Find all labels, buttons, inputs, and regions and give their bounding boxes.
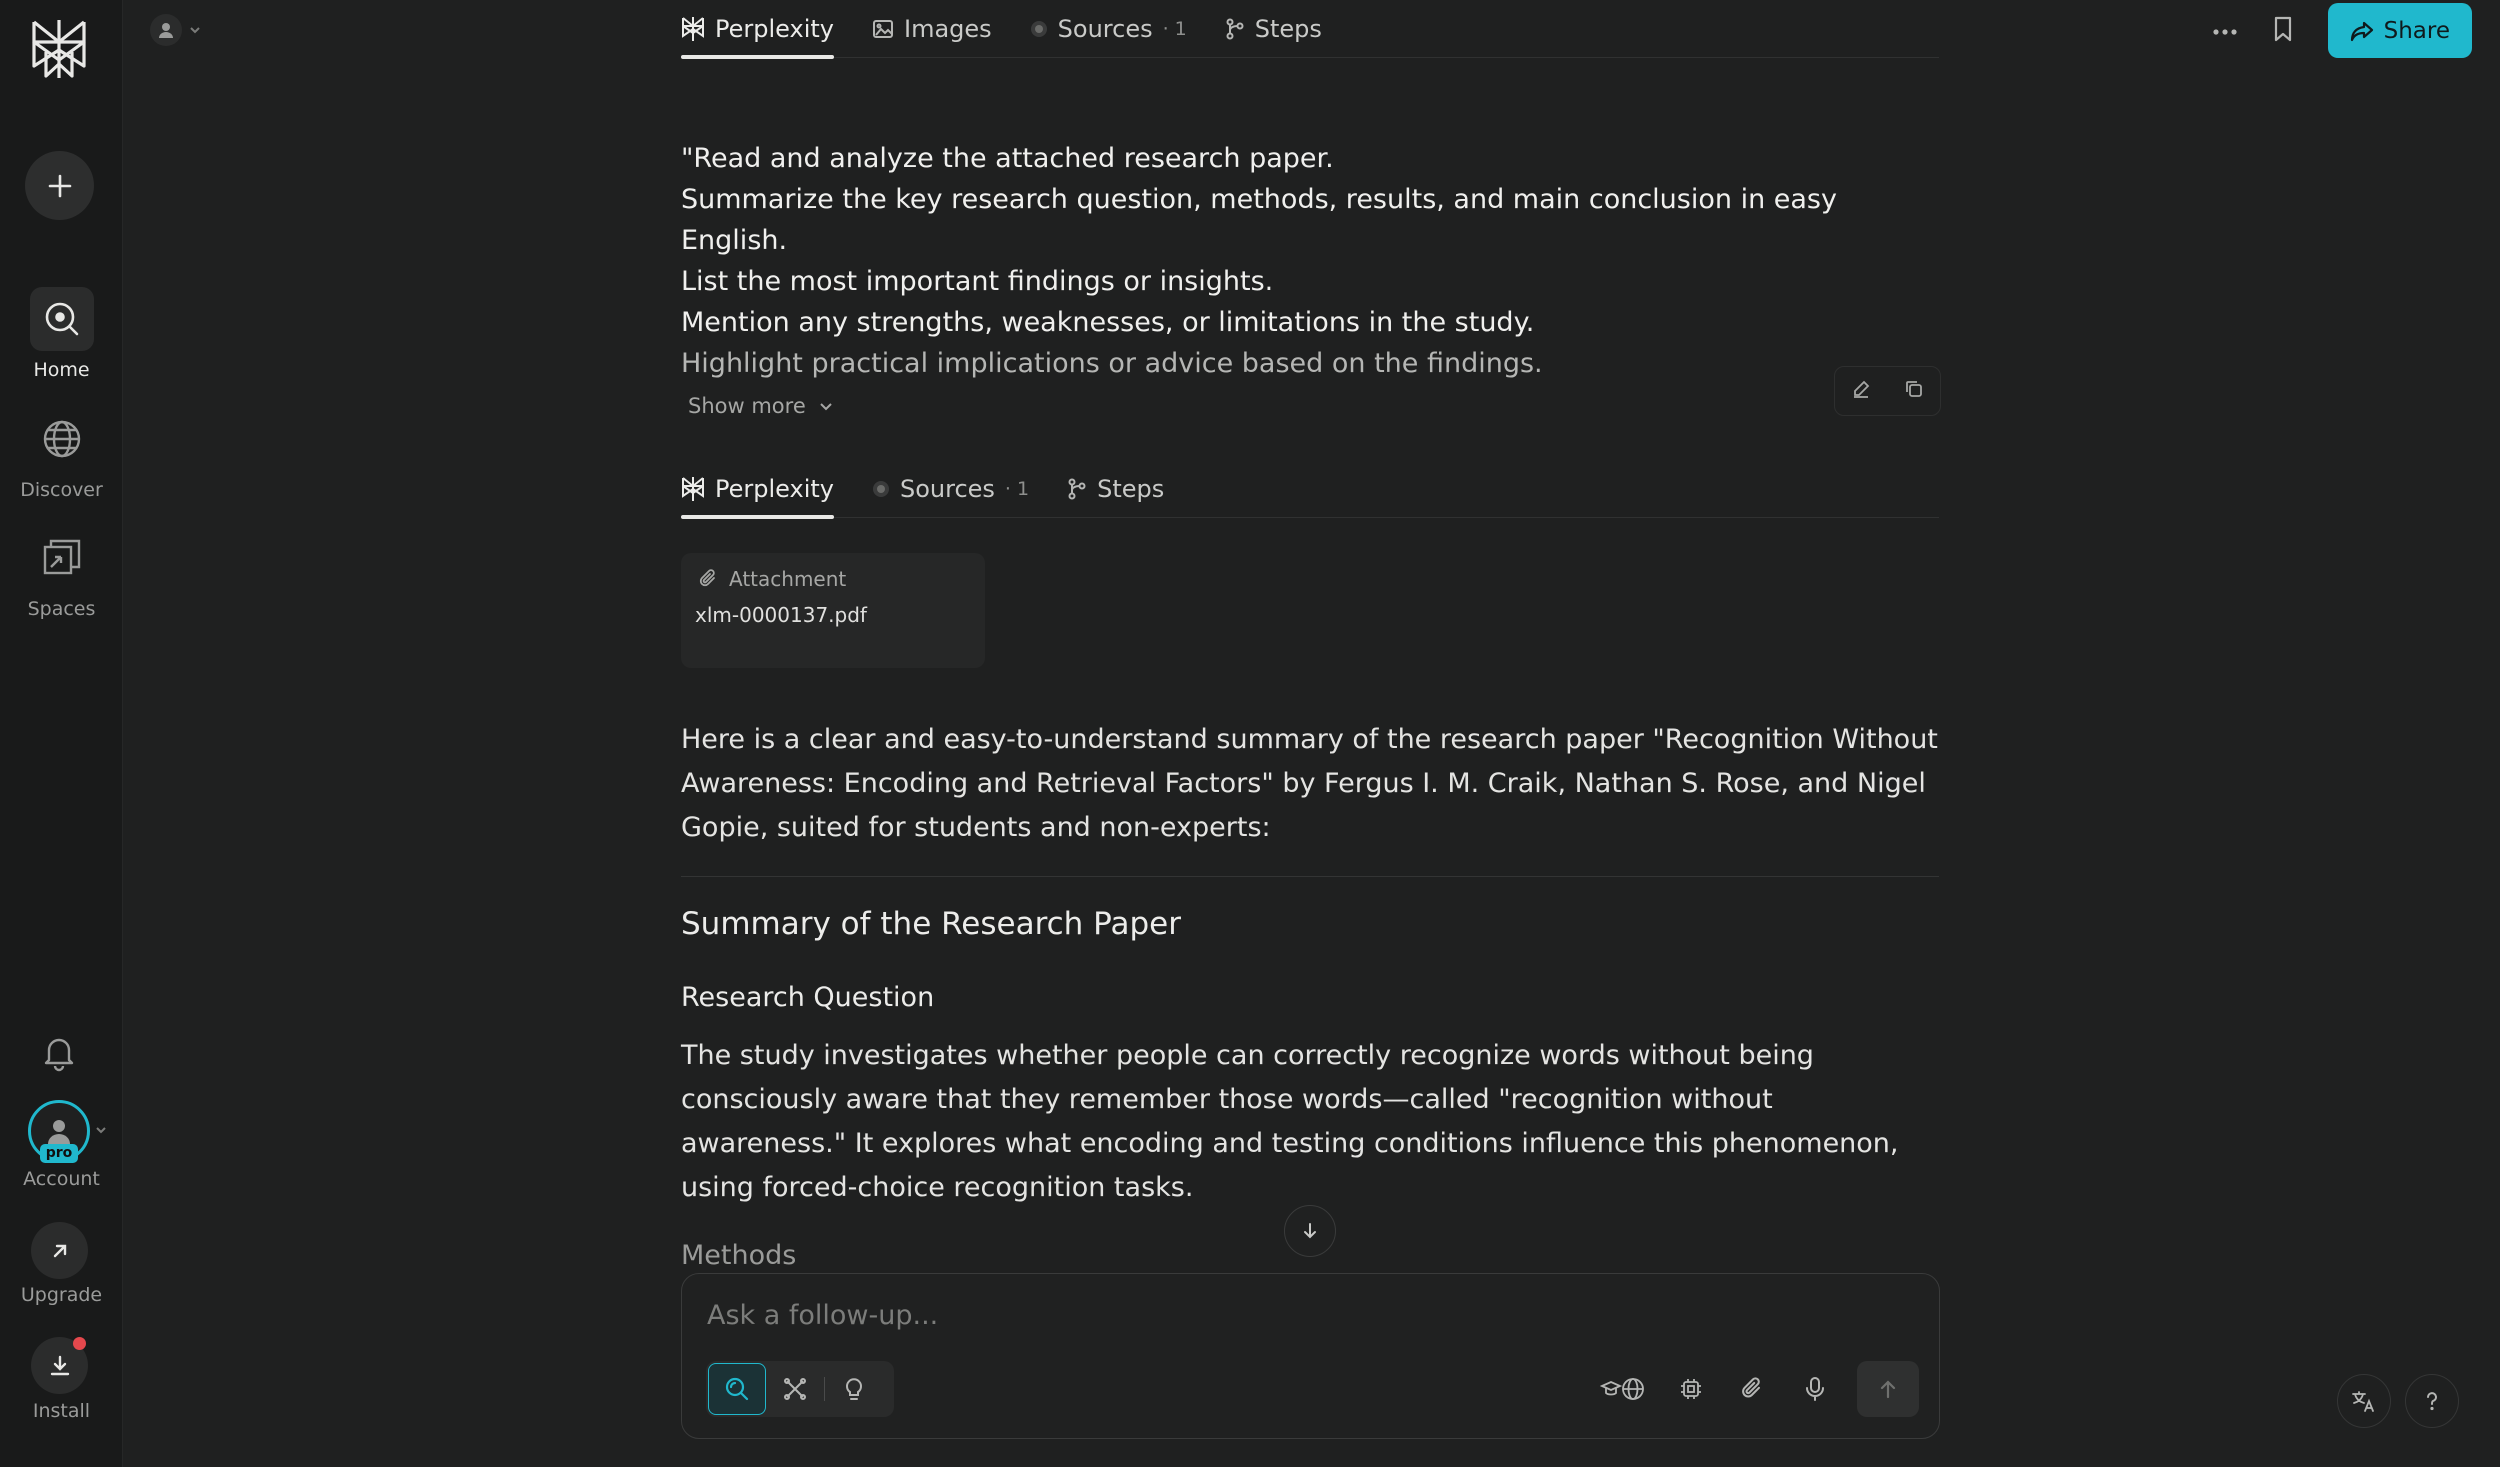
- upgrade-button[interactable]: [31, 1222, 88, 1279]
- query-line-faded: Highlight practical implications or advice based on the findings.: [681, 348, 1543, 379]
- query-line: List the most important findings or insights.: [681, 266, 1274, 297]
- notifications-bell-icon[interactable]: [39, 1032, 79, 1076]
- follow-up-composer: [681, 1273, 1940, 1439]
- user-query: [681, 138, 1851, 384]
- globe-icon: [30, 407, 94, 471]
- answer-tabs: [681, 460, 1939, 518]
- perplexity-icon: [681, 16, 705, 42]
- upgrade-label: Upgrade: [20, 1284, 103, 1306]
- tab-steps[interactable]: [1067, 460, 1164, 517]
- arrow-down-icon: [1300, 1221, 1320, 1241]
- chevron-down-icon[interactable]: [94, 1122, 108, 1141]
- translate-icon: [2351, 1389, 2377, 1413]
- research-mode-button[interactable]: [766, 1363, 824, 1415]
- section-heading-methods: Methods: [681, 1240, 797, 1271]
- academic-globe-icon: [1600, 1377, 1646, 1401]
- arrow-up-right-icon: [49, 1240, 71, 1262]
- language-button[interactable]: [2337, 1374, 2391, 1428]
- tab-perplexity[interactable]: [681, 0, 834, 57]
- edit-icon[interactable]: [1851, 379, 1871, 403]
- sidebar-item-spaces[interactable]: [0, 526, 123, 620]
- sidebar-item-label: Discover: [20, 479, 103, 501]
- tab-sources[interactable]: [1030, 0, 1187, 57]
- sources-icon: [1030, 20, 1048, 38]
- tab-label: Steps: [1097, 474, 1165, 503]
- research-icon: [783, 1377, 807, 1401]
- section-paragraph: The study investigates whether people can correctly recognize words without being consciously aware that they remember those words—called "recognition without awareness." It explores what encoding and testing conditions influence this phenomenon, using forced-choice recognition tasks.: [681, 1040, 1899, 1203]
- install-label: Install: [32, 1400, 91, 1422]
- search-mode-button[interactable]: [708, 1363, 766, 1415]
- chevron-down-icon: [188, 23, 202, 37]
- paperclip-icon: [699, 569, 719, 589]
- pro-badge: pro: [40, 1144, 78, 1163]
- arrow-up-icon: [1877, 1378, 1899, 1400]
- share-icon: [2350, 20, 2374, 42]
- voice-input-button[interactable]: [1795, 1361, 1835, 1417]
- profile-switcher[interactable]: [150, 14, 202, 46]
- tab-count: · 1: [1004, 477, 1030, 500]
- lightbulb-icon: [843, 1376, 865, 1402]
- query-line: "Read and analyze the attached research paper.: [681, 143, 1334, 174]
- tab-count: · 1: [1162, 17, 1187, 40]
- section-heading-research-question: Research Question: [681, 982, 935, 1013]
- top-actions: [2212, 3, 2472, 58]
- tab-steps[interactable]: [1225, 0, 1322, 57]
- help-icon: [2422, 1390, 2442, 1412]
- answer-intro: Here is a clear and easy-to-understand summary of the research paper "Recognition Without Awareness: Encoding and Retrieval Factors" by Fergus I. M. Craik, Nathan S. Rose, and Nigel Gopie, suited for students and non-experts:: [681, 724, 1938, 843]
- new-thread-button[interactable]: [25, 151, 94, 220]
- microphone-icon: [1804, 1376, 1826, 1402]
- tab-label: Sources: [899, 474, 995, 503]
- copy-icon[interactable]: [1904, 379, 1924, 403]
- query-actions: [1834, 366, 1941, 416]
- divider: [681, 876, 1939, 877]
- tab-images[interactable]: [872, 0, 992, 57]
- steps-icon: [1225, 18, 1245, 40]
- plus-icon: [46, 172, 74, 200]
- cpu-icon: [1679, 1377, 1703, 1401]
- sidebar-item-discover[interactable]: [0, 407, 123, 501]
- tab-label: Sources: [1057, 14, 1153, 43]
- answer-heading: Summary of the Research Paper: [681, 906, 1181, 942]
- more-options-icon[interactable]: [2212, 21, 2238, 40]
- show-more-label: Show more: [688, 394, 806, 418]
- top-tabs: [681, 0, 1939, 58]
- search-icon: [724, 1376, 750, 1402]
- attachment-header: [695, 567, 971, 591]
- sources-selector-button[interactable]: [1597, 1361, 1649, 1417]
- perplexity-logo-icon[interactable]: [28, 16, 90, 82]
- composer-tools: [1597, 1361, 1919, 1417]
- sources-icon: [872, 480, 890, 498]
- labs-mode-button[interactable]: [825, 1363, 883, 1415]
- attachment-card[interactable]: [681, 553, 985, 668]
- perplexity-icon: [681, 476, 705, 502]
- attachment-header-label: Attachment: [729, 567, 847, 591]
- notification-dot: [73, 1337, 86, 1350]
- help-button[interactable]: [2405, 1374, 2459, 1428]
- attachment-filename: xlm-0000137.pdf: [695, 603, 867, 627]
- sidebar-item-label: Spaces: [27, 598, 96, 620]
- spaces-icon: [30, 526, 94, 590]
- tab-label: Perplexity: [715, 14, 834, 43]
- attach-file-button[interactable]: [1733, 1361, 1773, 1417]
- show-more-button[interactable]: [688, 394, 834, 418]
- account-label: Account: [23, 1168, 100, 1190]
- search-circle-icon: [30, 287, 94, 351]
- share-button[interactable]: [2328, 3, 2472, 58]
- share-label: Share: [2383, 17, 2450, 44]
- scroll-to-bottom-button[interactable]: [1284, 1205, 1336, 1257]
- tab-sources[interactable]: [872, 460, 1029, 517]
- sidebar-item-home[interactable]: [0, 287, 123, 381]
- steps-icon: [1067, 478, 1087, 500]
- model-selector-button[interactable]: [1671, 1361, 1711, 1417]
- download-icon: [48, 1354, 72, 1378]
- follow-up-input[interactable]: Ask a follow-up...: [707, 1300, 939, 1331]
- tab-perplexity[interactable]: [681, 460, 834, 517]
- user-icon: [150, 14, 182, 46]
- tab-label: Images: [903, 14, 992, 43]
- user-icon: [44, 1116, 74, 1146]
- query-line: Mention any strengths, weaknesses, or limitations in the study.: [681, 307, 1535, 338]
- sidebar: [0, 0, 123, 1467]
- mode-selector: [706, 1361, 894, 1417]
- bookmark-icon[interactable]: [2272, 15, 2294, 47]
- submit-button[interactable]: [1857, 1361, 1919, 1417]
- image-icon: [872, 19, 894, 39]
- tab-label: Perplexity: [715, 474, 834, 503]
- chevron-down-icon: [818, 398, 834, 414]
- tab-label: Steps: [1254, 14, 1322, 43]
- sidebar-item-label: Home: [33, 359, 90, 381]
- query-line: Summarize the key research question, methods, results, and main conclusion in easy English.: [681, 184, 1837, 256]
- paperclip-icon: [1741, 1377, 1765, 1401]
